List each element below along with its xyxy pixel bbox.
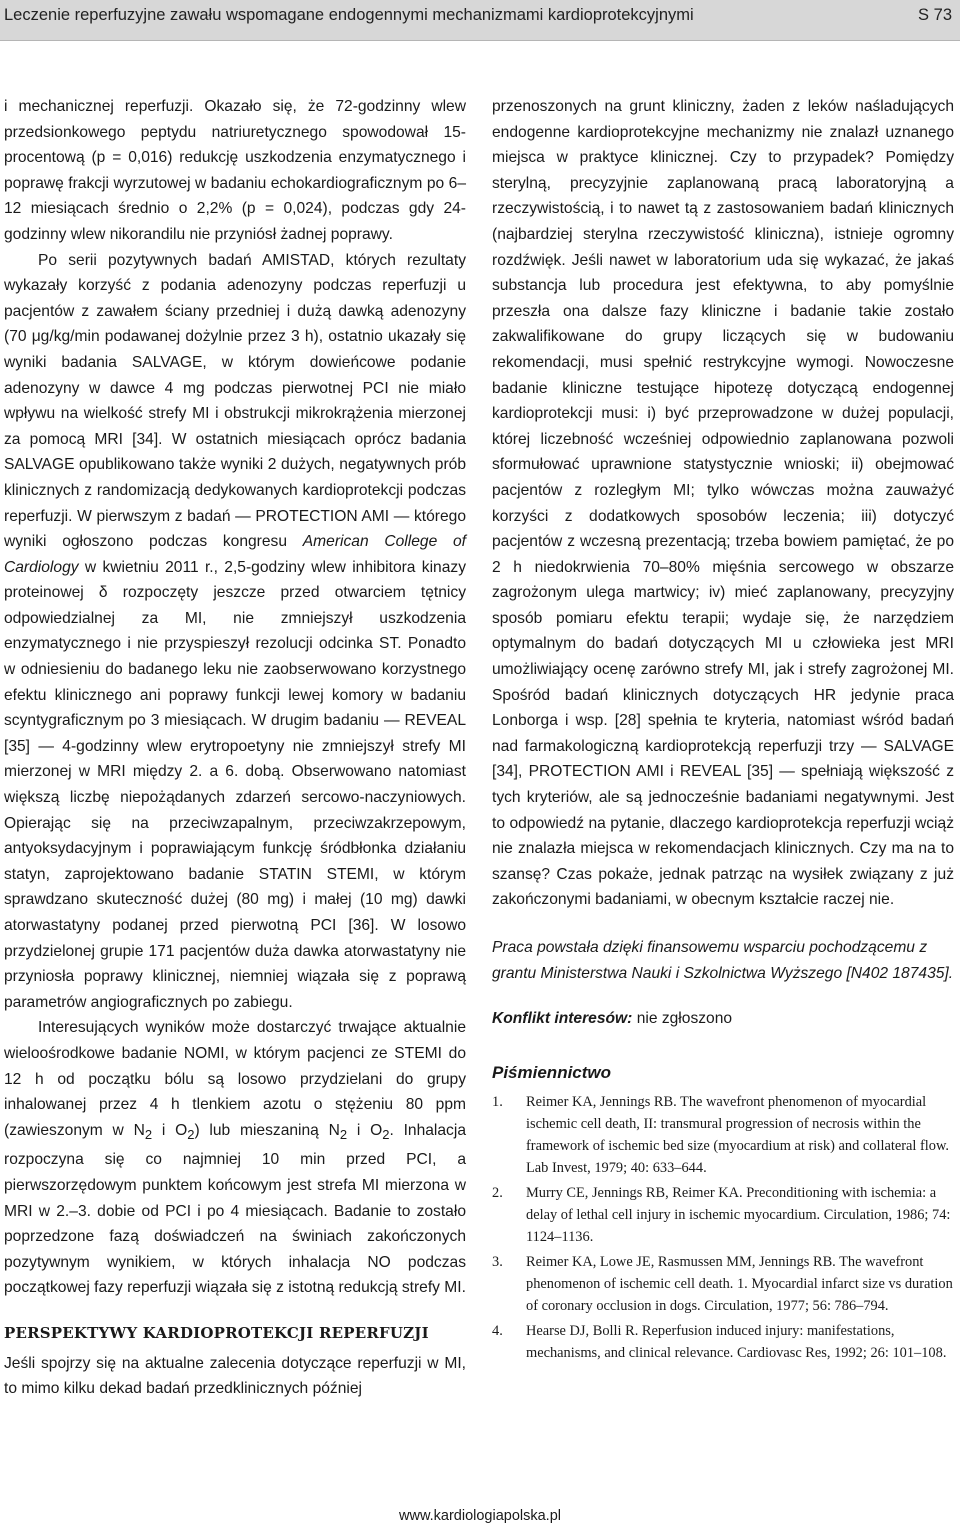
text-run: ) lub mieszaniną N (194, 1121, 340, 1139)
right-column (492, 94, 954, 1367)
reference-number: 1. (492, 1094, 503, 1111)
reference-text: Reimer KA, Lowe JE, Rasmussen MM, Jennings RB. The wavefront phenomenon of ischemic cell death. 1. Myocardial infarct size vs duration of coronary occlusion in dogs. Circulation, 1977; 56: 786–794. (526, 1254, 953, 1315)
text-run: w kwietniu 2011 r., 2,5-godziny wlew inhibitora kinazy proteinowej δ rozpoczęty jeszcze przed otwarciem tętnicy odpowiedzialnej za MI, nie zmniejszył uszkodzenia enzymatycznego i nie przyspieszył rezolucji odcinka ST. Ponadto w odniesieniu do badanego leku nie zaobserwowano korzystnego efektu klinicznego ani poprawy funkcji lewej komory w badaniu scyntygraficznym po 3 miesiącach. W drugim badaniu — REVEAL [35] — 4-godzinny wlew erytropoetyny nie zmniejszył strefy MI mierzonej w MRI między 2. a 6. dobą. Obserwowano natomiast większą liczbę niepożądanych zdarzeń sercowo-naczyniowych. Opierając się na przeciwzapalnym, przeciwzakrzepowym, antyoksydacyjnym i poprawiającym funkcję śródbłonka działaniu statyn, zaprojektowano badanie STATIN STEMI, w którym sprawdzano skuteczność dużej (80 mg) i małej (10 mg) dawki atorwastatyny podanej przed pierwotną PCI [36]. W losowo przydzielonej grupie 171 pacjentów duża dawka atorwastatyny nie przyniosła poprawy klinicznej, niemniej wiązała się z poprawą parametrów angiograficznych po zabiegu. (4, 558, 466, 1011)
references-heading: Piśmiennictwo (492, 1062, 612, 1082)
reference-number: 4. (492, 1323, 503, 1340)
text-run: Po serii pozytywnych badań AMISTAD, których rezultaty wykazały korzyść z podania adenozyny podczas reperfuzji u pacjentów z zawałem ściany przedniej i dużą dawką adenozyny (70 μg/kg/min podawanej dożylnie przez 3 h), ostatnio ukazały się wyniki badania SALVAGE, w którym dowieńcowe podanie adenozyny w dawce 4 mg podczas pierwotnej PCI nie miało wpływu na wielkość strefy MI i obstrukcji mikrokrążenia mierzonej za pomocą MRI [34]. W ostatnich miesiącach oprócz badania SALVAGE opublikowano także wyniki 2 dużych, negatywnych prób klinicznych z randomizacją dedykowanych kardioprotekcji podczas reperfuzji. W pierwszym z badań — PROTECTION AMI — którego wyniki ogłoszono podczas kongresu (4, 251, 466, 551)
subscript: 2 (187, 1126, 195, 1142)
subscript: 2 (144, 1126, 153, 1142)
section-heading: PERSPEKTYWY KARDIOPROTEKCJI REPERFUZJI (4, 1324, 429, 1343)
text-run: i O (152, 1121, 188, 1139)
reference-number: 3. (492, 1254, 503, 1271)
journal-name: American College of Cardiology (4, 533, 467, 576)
text-run: i O (347, 1121, 383, 1139)
reference-item (492, 1182, 954, 1248)
running-header (0, 0, 960, 41)
text-run: Interesujących wyników może dostarczyć trwające aktualnie wieloośrodkowe badanie NOMI, w którym pacjenci ze STEMI do 12 h od początku bólu są losowo przydzielani do grupy inhalowanej przez 4 h tlenkiem azotu o stężeniu 80 ppm (zawieszonym w N (4, 1019, 466, 1139)
subscript: 2 (339, 1126, 348, 1142)
paragraph: przenoszonych na grunt kliniczny, żaden z leków naśladujących endogenne kardioprotekcyjne mechanizmy nie znalazł uznanego miejsca w praktyce klinicznej. Czy to przypadek? Pomiędzy sterylną, precyzyjnie zaplanowaną pracą laboratoryjną a rzeczywistością, i to nawet tą z zastosowaniem badań klinicznych (najbardziej sterylna rzeczywistość kliniczna), istnieje ogromny rozdźwięk. Jeśli nawet w laboratorium uda się wykazać, że jakaś substancja lub procedura jest efektywna, to aby pomyślnie przeszła ona dalsze fazy kliniczne i badanie takie zostało zakwalifikowane do grupy liczących się w budowaniu rekomendacji, musi spełnić restrykcyjne wymogi. Nowoczesne badanie kliniczne testujące hipotezę dotyczącą endogennej kardioprotekcji musi: i) być przeprowadzone w dużej populacji, której liczebność wcześniej odpowiednio zaplanowana pozwoli sformułować uprawnione statystycznie wnioski; ii) obejmować pacjentów z rozległym MI; tylko wówczas można zauważyć korzyści z dodatkowych sposobów leczenia; iii) dotyczyć pacjentów z wczesną prezentacją; trzeba bowiem pamiętać, że po 2 h niedokrwienia 70–80% mięśnia sercowego w obszarze zagrożonym ulega martwicy; iv) mieć zaplanowany, precyzyjny sposób pomiaru efektu terapii; wydaje się, że narzędziem optymalnym do badań dotyczących MI u człowieka jest MRI umożliwiający ocenę zarówno strefy MI, jak i strefy zagrożonej MI. Spośród badań klinicznych dotyczących HR jedynie praca Lonborga i wsp. [28] spełnia te kryteria, natomiast wśród badań nad farmakologiczną kardioprotekcją reperfuzji trzy — SALVAGE [34], PROTECTION AMI i REVEAL [35] — spełniają większość z tych kryteriów, ale są jednocześnie badaniami negatywnymi. Jest to odpowiedź na pytanie, dlaczego kardioprotekcja reperfuzji wciąż nie znalazła miejsca w rekomendacjach klinicznych. Czy ma na to szansę? Czas pokaże, jednak patrząc na wysiłek związany z już zakończonymi badaniami, w obecnym kształcie raczej nie. (492, 98, 954, 909)
reference-item (492, 1251, 954, 1317)
reference-number: 2. (492, 1185, 503, 1202)
text-run: . Inhalacja rozpoczyna się co najmniej 10 min przed PCI, a pierwszorzędowym punktem końcowym jest strefa MI mierzona w MRI w 2.–3. dobie od PCI i po 4 miesiącach. Badanie to zostało poprzedzone fazą doświadczeń na świniach zakończonych pozytywnym wynikiem, w których inhalacja NO podczas początkowej fazy reperfuzji wiązała się z istotną redukcją strefy MI. (4, 1121, 466, 1297)
paragraph (4, 248, 466, 1016)
reference-text: Murry CE, Jennings RB, Reimer KA. Preconditioning with ischemia: a delay of lethal cell injury in ischemic myocardium. Circulation, 1986; 74: 1124–1136. (526, 1185, 951, 1246)
paragraph: i mechanicznej reperfuzji. Okazało się, że 72-godzinny wlew przedsionkowego peptydu natriuretycznego spowodował 15-procentową (p = 0,016) redukcję uszkodzenia enzymatycznego i poprawę frakcji wyrzutowej w badaniu echokardiograficznym po 6–12 miesiącach średnio o 2,2% (p = 0,024), podczas gdy 24-godzinny wlew nikorandilu nie przyniósł żadnej poprawy. (4, 98, 466, 243)
left-column (4, 94, 466, 1402)
subscript: 2 (382, 1126, 390, 1142)
reference-text: Reimer KA, Jennings RB. The wavefront phenomenon of myocardial ischemic cell death, II: transmural progression of necrosis within the framework of ischemic bed size (myocardium at risk) and collateral flow. Lab Invest, 1979; 40: 633–644. (526, 1094, 950, 1177)
references-list (492, 1091, 954, 1364)
conflict-of-interest (492, 1006, 954, 1032)
running-title: Leczenie reperfuzyjne zawału wspomagane endogennymi mechanizmami kardioprotekcyjnymi (4, 6, 694, 24)
footer-url: www.kardiologiapolska.pl (399, 1508, 561, 1524)
page-number: S 73 (918, 6, 952, 24)
paragraph (4, 1015, 466, 1301)
reference-text: Hearse DJ, Bolli R. Reperfusion induced injury: manifestations, mechanisms, and clinical relevance. Cardiovasc Res, 1992; 26: 101–108. (526, 1323, 947, 1362)
reference-item (492, 1320, 954, 1364)
conflict-label: Konflikt interesów: (492, 1010, 633, 1028)
funding-note: Praca powstała dzięki finansowemu wsparciu pochodzącemu z grantu Ministerstwa Nauki i Szkolnictwa Wyższego [N402 187435]. (492, 939, 954, 982)
reference-item (492, 1091, 954, 1179)
paragraph: Jeśli spojrzy się na aktualne zalecenia dotyczące reperfuzji w MI, to mimo kilku dekad badań przedklinicznych później (4, 1354, 466, 1398)
conflict-value: nie zgłoszono (632, 1010, 733, 1028)
